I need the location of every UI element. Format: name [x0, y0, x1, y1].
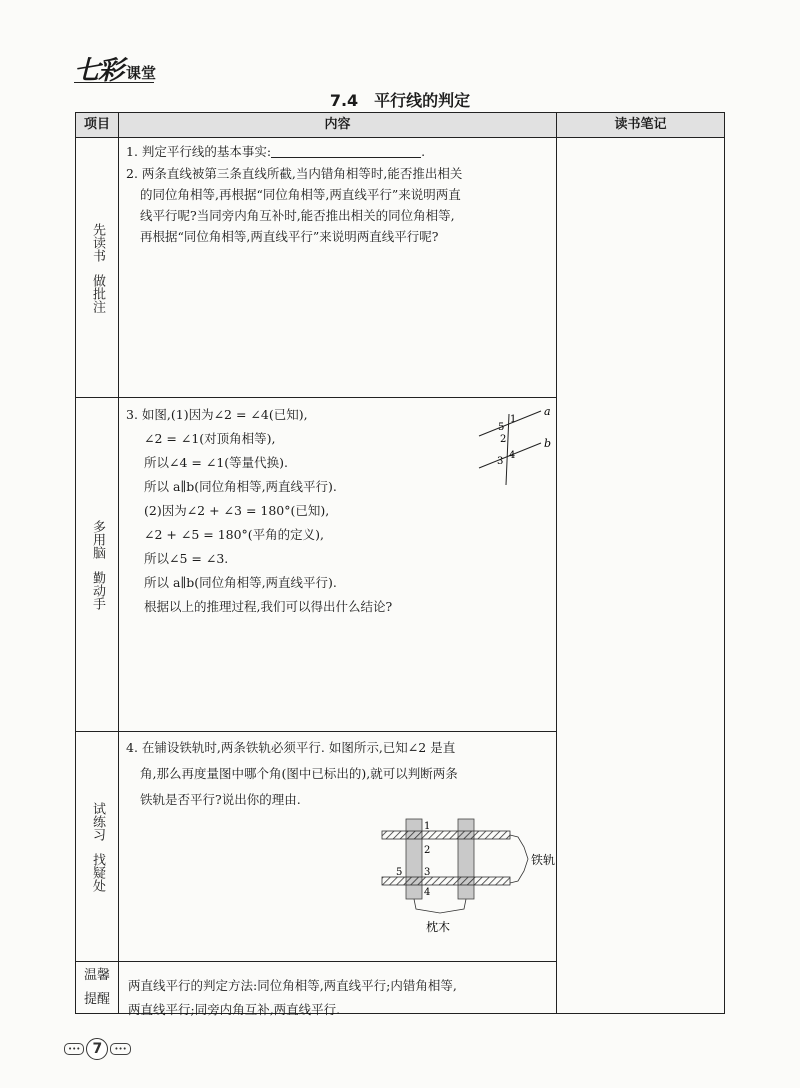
angle-label: 2 [424, 845, 431, 856]
section-label-bottom: 做批注 [90, 273, 105, 313]
angle-label: 3 [424, 867, 431, 878]
question-4-line: 4. 在铺设铁轨时,两条铁轨必须平行. 如图所示,已知∠2 是直 [126, 740, 456, 755]
study-table [75, 112, 725, 1017]
rail-top [382, 831, 510, 839]
question-3-line: 所以 a∥b(同位角相等,两直线平行). [144, 479, 337, 494]
question-3-line: 所以∠5 = ∠3. [144, 551, 229, 566]
section-label-top: 温馨 [83, 967, 110, 983]
section-label-bottom: 勤动手 [90, 570, 105, 610]
section-label-top: 多用脑 [90, 519, 105, 559]
angle-label: 4 [509, 450, 516, 461]
section-label-bottom: 找疑处 [90, 852, 105, 892]
section-label-top: 先读书 [90, 222, 105, 262]
question-1-prefix: 1. 判定平行线的基本事实: [126, 144, 272, 159]
angle-label: 5 [396, 867, 403, 878]
section-label-think [76, 398, 118, 731]
section-label-bottom: 提醒 [83, 991, 110, 1007]
column-divider [118, 113, 119, 1013]
label-b: b [544, 437, 551, 450]
brand-script: 七彩 [74, 56, 123, 86]
angle-label: 5 [498, 422, 505, 433]
question-2-line: 2. 两条直线被第三条直线所截,当内错角相等时,能否推出相关 [126, 166, 463, 181]
rail-bottom [382, 877, 510, 885]
sleeper-label: 枕木 [426, 920, 451, 934]
question-3-line: ∠2 = ∠1(对顶角相等), [144, 431, 276, 446]
row-divider [76, 137, 724, 138]
question-2-line: 的同位角相等,再根据“同位角相等,两直线平行”来说明两直 [140, 187, 461, 202]
section-label-practice [76, 732, 118, 961]
question-4-line: 铁轨是否平行?说出你的理由. [140, 792, 301, 807]
section-label-tip [76, 962, 118, 1013]
question-3-line: ∠2 + ∠5 = 180°(平角的定义), [144, 527, 325, 542]
question-3 [126, 403, 392, 619]
tip-text [128, 974, 457, 1022]
label-a: a [544, 406, 551, 418]
col-header-notes: 读书笔记 [557, 113, 724, 137]
angle-label: 3 [497, 456, 504, 467]
question-4 [126, 735, 458, 813]
angle-label: 1 [424, 821, 431, 832]
question-3-line: (2)因为∠2 + ∠3 = 180°(已知), [144, 503, 330, 518]
section-label-top: 试练习 [90, 801, 105, 841]
question-4-line: 角,那么再度量图中哪个角(图中已标出的),就可以判断两条 [140, 766, 458, 781]
question-3-line: 3. 如图,(1)因为∠2 = ∠4(已知), [126, 407, 308, 422]
question-2-line: 再根据“同位角相等,两直线平行”来说明两直线平行呢? [140, 229, 439, 244]
question-2-line: 线平行呢?当同旁内角互补时,能否推出相关的同位角相等, [140, 208, 455, 223]
angle-label: 2 [500, 434, 507, 445]
row-divider [76, 961, 556, 962]
col-header-content: 内容 [119, 113, 556, 137]
railway-figure [376, 813, 566, 937]
question-1-suffix: . [421, 144, 426, 159]
brand-underline [74, 82, 154, 83]
answer-blank[interactable] [271, 143, 421, 158]
parallel-lines-figure [471, 406, 551, 486]
page-title: 7.4 平行线的判定 [329, 91, 471, 110]
page-number-value: 7 [86, 1038, 108, 1060]
question-1 [126, 141, 425, 162]
row-divider [76, 731, 556, 732]
rail-label: 铁轨 [531, 853, 556, 867]
section-label-read [76, 138, 118, 397]
angle-label: 1 [510, 414, 517, 425]
page-number [64, 1038, 131, 1060]
col-header-item: 项目 [76, 113, 118, 137]
question-3-line: 所以∠4 = ∠1(等量代换). [144, 455, 289, 470]
question-2 [126, 163, 462, 247]
page-dots-left: ••• [64, 1043, 84, 1055]
angle-label: 4 [424, 887, 431, 898]
tip-line: 两直线平行;同旁内角互补,两直线平行. [128, 1002, 341, 1017]
question-3-line: 根据以上的推理过程,我们可以得出什么结论? [144, 599, 393, 614]
brand-subtitle: 课堂 [126, 64, 157, 82]
page-dots-right: ••• [110, 1043, 130, 1055]
tip-line: 两直线平行的判定方法:同位角相等,两直线平行;内错角相等, [128, 978, 457, 993]
sleeper-brace [414, 899, 466, 913]
rail-brace [510, 835, 528, 883]
question-3-line: 所以 a∥b(同位角相等,两直线平行). [144, 575, 337, 590]
row-divider [76, 397, 556, 398]
